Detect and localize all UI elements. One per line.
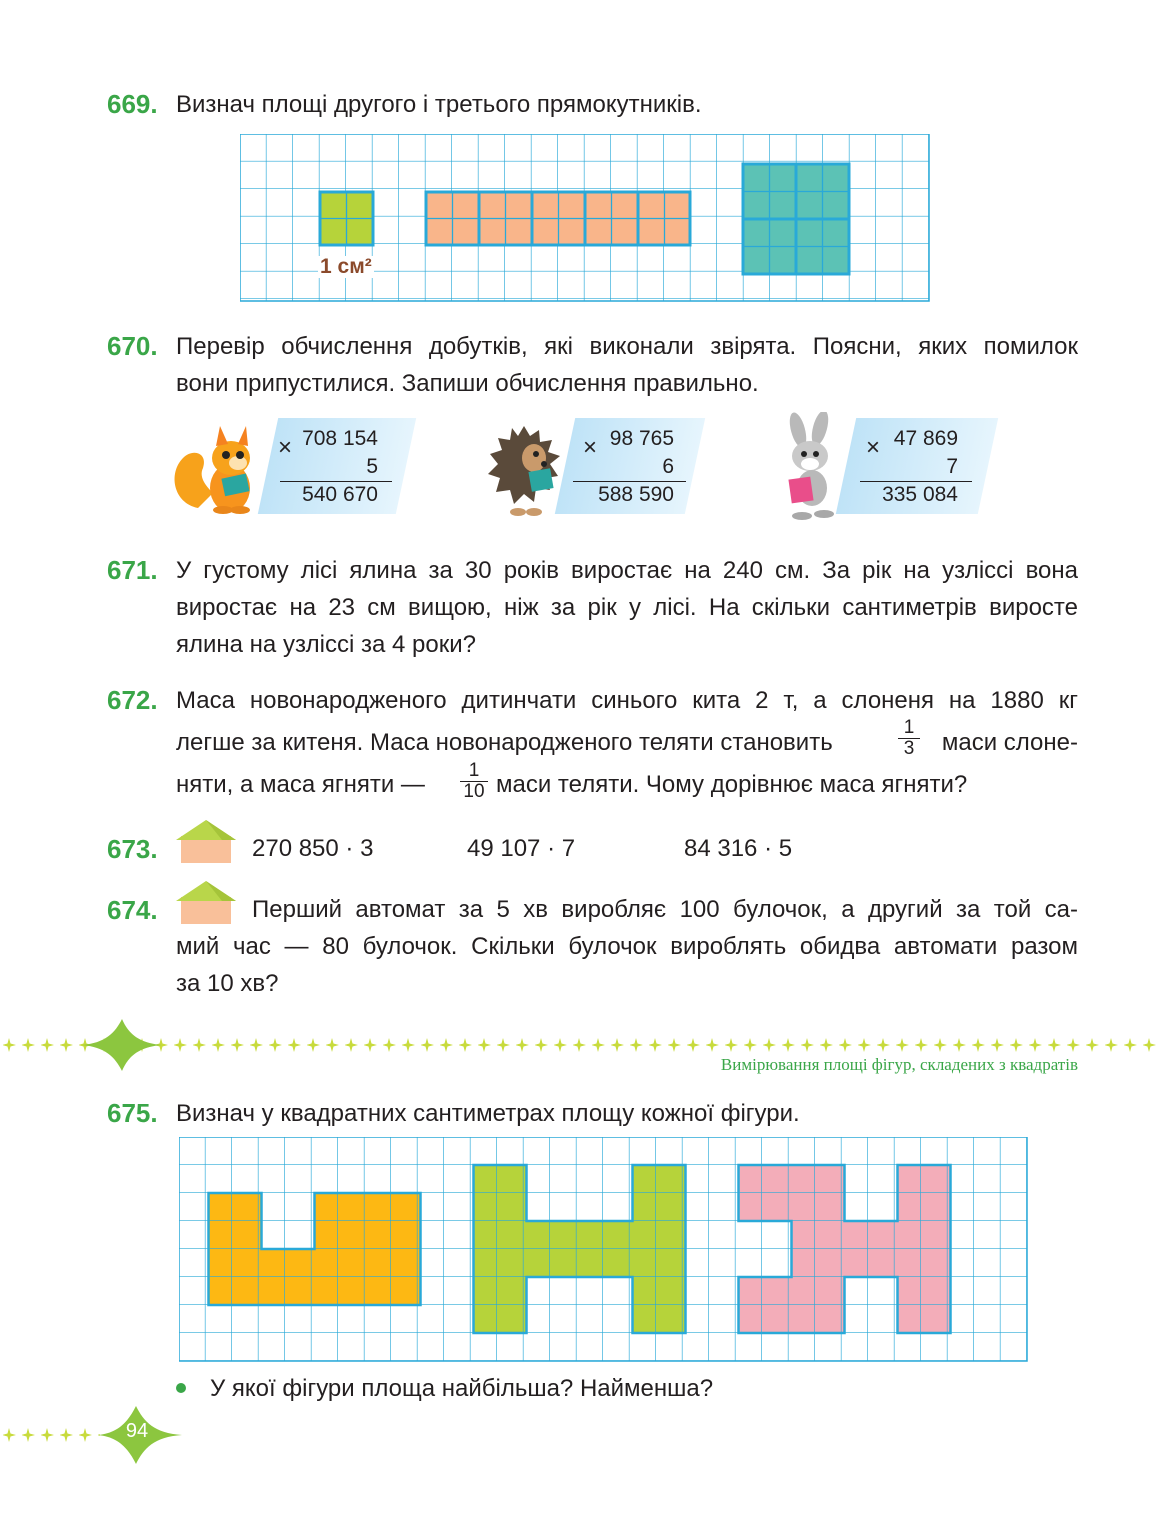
- exercise-675-question: У якої фігури площа найбільша? Найменша?: [210, 1375, 714, 1402]
- fraction-one-third-denominator: 3: [898, 738, 920, 759]
- orange-rectangle: [426, 192, 690, 245]
- calc-hedgehog-a: 98 765: [609, 427, 674, 450]
- calc-hedgehog-line: [573, 481, 686, 482]
- exercise-671-line3: ялина на узліссі за 4 роки?: [176, 631, 476, 658]
- hedgehog-icon: [484, 418, 564, 518]
- question-bullet: [176, 1383, 186, 1393]
- exercise-673-number: 673.: [107, 834, 158, 864]
- calc-hedgehog-b: 6: [662, 455, 674, 478]
- exercise-671-number: 671.: [107, 555, 158, 585]
- calc-squirrel-b: 5: [366, 455, 378, 478]
- home-task-icon-2: [176, 879, 236, 925]
- calc-squirrel-a: 708 154: [302, 427, 378, 450]
- calc-squirrel-result: 540 670: [302, 483, 378, 506]
- exercise-672-line3a: няти, а маса ягняти —: [176, 771, 425, 798]
- home-task-icon: [176, 818, 236, 864]
- calc-rabbit-a: 47 869: [893, 427, 958, 450]
- times-sign-rabbit: ×: [866, 434, 881, 461]
- expression-3: 84 316 · 5: [684, 835, 793, 862]
- fraction-one-third: [898, 718, 920, 759]
- exercise-674-number: 674.: [107, 895, 158, 925]
- teal-rectangle: [743, 164, 849, 274]
- exercise-670-line1: Перевір обчислення добутків, які виконали звірята. Поясни, яких помилок: [176, 333, 1078, 360]
- calc-rabbit-b: 7: [946, 455, 958, 478]
- calc-squirrel-line: [280, 481, 392, 482]
- calc-rabbit-line: [860, 481, 972, 482]
- grid-669: [240, 134, 930, 304]
- times-sign-hedgehog: ×: [583, 434, 598, 461]
- unit-label: 1 см²: [320, 255, 372, 278]
- exercise-674-line3: за 10 хв?: [176, 970, 279, 997]
- exercise-671-line1: У густому лісі ялина за 30 років виростає на 240 см. За рік на узліссі вона: [176, 557, 1078, 584]
- exercise-672-number: 672.: [107, 685, 158, 715]
- fraction-one-tenth-numerator: 1: [468, 760, 480, 781]
- expression-2: 49 107 · 7: [467, 835, 576, 862]
- exercise-672-line3b: маси теляти. Чому дорівнює маса ягняти?: [496, 771, 968, 798]
- grid-675: [179, 1137, 1029, 1363]
- fraction-one-tenth: [460, 761, 488, 802]
- exercise-670-number: 670.: [107, 331, 158, 361]
- exercise-675-text: Визнач у квадратних сантиметрах площу кожної фігури.: [176, 1100, 800, 1127]
- page-number-badge: [0, 1400, 200, 1470]
- exercise-671-text: [176, 552, 1078, 663]
- squirrel-icon: [168, 418, 268, 518]
- calc-rabbit-result: 335 084: [882, 483, 958, 506]
- exercise-675-number: 675.: [107, 1098, 158, 1128]
- exercise-670-text: [176, 328, 1078, 402]
- section-title: Вимірювання площі фігур, складених з квадратів: [720, 1055, 1078, 1074]
- exercise-671-line2: виростає на 23 см вищою, ніж за рік у лісі. На скільки сантиметрів виросте: [176, 594, 1078, 621]
- exercise-670-line2: вони припустилися. Запиши обчислення правильно.: [176, 370, 759, 397]
- calc-hedgehog-result: 588 590: [598, 483, 674, 506]
- exercise-672-line1: Маса новонародженого дитинчати синього кита 2 т, а слоненя на 1880 кг: [176, 687, 1078, 714]
- page-number: 94: [125, 1420, 149, 1442]
- expression-1: 270 850 · 3: [252, 835, 374, 862]
- fraction-one-tenth-denominator: 10: [460, 781, 488, 802]
- fraction-one-third-numerator: 1: [903, 717, 915, 738]
- times-sign-squirrel: ×: [278, 434, 293, 461]
- exercise-674-line2: мий час — 80 булочок. Скільки булочок вироблять обидва автомати разом: [176, 933, 1078, 960]
- exercise-672-line2b: маси слоне-: [941, 729, 1078, 756]
- exercise-674-line1: Перший автомат за 5 хв виробляє 100 булочок, а другий за той са-: [252, 896, 1078, 923]
- exercise-669-text: Визнач площі другого і третього прямокутників.: [176, 91, 702, 118]
- exercise-669-number: 669.: [107, 89, 158, 119]
- unit-square: [320, 192, 373, 245]
- exercise-672-line2a: легше за китеня. Маса новонародженого теляти становить: [176, 729, 833, 756]
